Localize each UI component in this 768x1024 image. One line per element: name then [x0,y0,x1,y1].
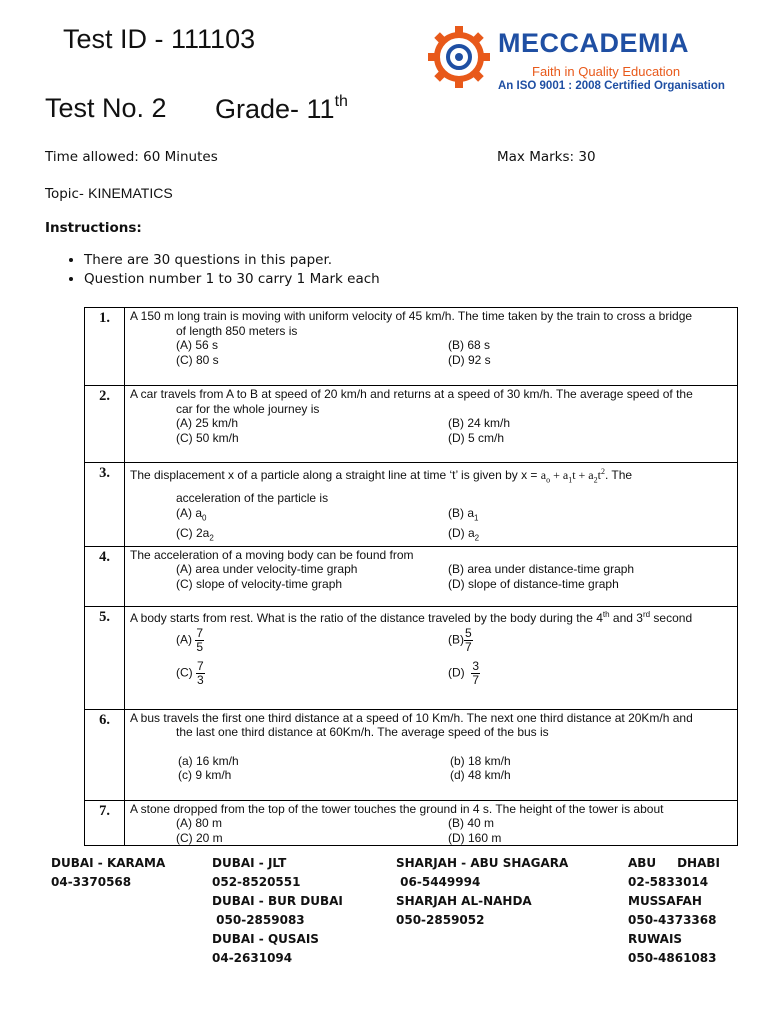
question-body [125,606,738,709]
option-c: (C) 80 s [176,352,219,367]
question-body [125,463,738,547]
option-c: (C) $\frac{7}{3}$ [176,659,204,688]
option-d: (d) 48 km/h [450,768,511,783]
question-stem: A 150 m long train is moving with uniform velocity of 45 km/h. The time taken by the train to cross a bridge [130,309,693,323]
option-b: (b) 18 km/h [450,753,511,768]
question-number: 7. [85,800,125,846]
question-stem-cont: the last one third distance at 60Km/h. The average speed of the bus is [176,725,549,740]
option-b: (B) 68 s [448,338,491,353]
question-body [125,546,738,606]
option-d: (D) 5 cm/h [448,430,505,445]
option-a: (A) 56 s [176,338,219,353]
question-stem: A bus travels the first one third distance at a speed of 10 Km/h. The next one third distance at 20Km/h and [130,710,693,725]
question-body [125,800,738,846]
question-row [85,308,738,386]
option-a: (A) 25 km/h [176,416,239,431]
instruction-item: • There are 30 questions in this paper. [84,252,380,269]
question-number: 6. [85,709,125,800]
logo-tagline: Faith in Quality Education [532,64,681,79]
question-number: 3. [85,463,125,547]
option-c: (C) slope of velocity-time graph [176,576,343,591]
option-d: (D) $a_2$ [448,525,480,542]
question-stem-cont: acceleration of the particle is [176,490,329,505]
question-number: 1. [85,308,125,386]
option-d: (D) 92 s [448,352,491,367]
footer-contact-abudhabi: ABU DHABI 02-5833014 MUSSAFAH 050-4373368 RUWAIS 050-4861083 [628,856,720,965]
instructions-heading: Instructions: [45,220,142,236]
option-c: (C) $2a_2$ [176,525,214,542]
question-row [85,606,738,709]
displacement-equation: $a_o + a_1t + a_2t^2$ [540,467,605,485]
question-stem: A body starts from rest. What is the ratio of the distance traveled by the body during the 4th and 3rd second [130,609,693,625]
question-number: 2. [85,386,125,463]
option-c: (C) 20 m [176,830,223,845]
option-b: (B) area under distance-time graph [448,562,635,577]
footer-contact-sharjah: SHARJAH - ABU SHAGARA 06-5449994 SHARJAH AL-NAHDA 050-2859052 [396,856,569,927]
question-stem-cont: of length 850 meters is [176,323,298,338]
footer-contact-dubai: DUBAI - JLT 052-8520551 DUBAI - BUR DUBAI 050-2859083 DUBAI - QUSAIS 04-2631094 [212,856,343,965]
question-row [85,546,738,606]
meccademia-logo [422,18,742,100]
option-b: (B) 40 m [448,816,495,831]
option-a: (A) $\frac{7}{5}$ [176,626,204,655]
option-d: (D) $\frac{3}{7}$ [448,659,480,688]
option-b: (B) 24 km/h [448,416,511,431]
time-allowed: Time allowed: 60 Minutes [45,149,218,165]
question-body [125,386,738,463]
question-stem-cont: car for the whole journey is [176,401,320,416]
logo-iso-text: An ISO 9001 : 2008 Certified Organisation [498,80,725,92]
question-row [85,709,738,800]
option-c: (C) 50 km/h [176,430,239,445]
test-id: Test ID - 111103 [63,24,256,54]
question-stem: A car travels from A to B at speed of 20 km/h and returns at a speed of 30 km/h. The average speed of the [130,387,693,401]
option-a: (a) 16 km/h [178,753,239,768]
max-marks: Max Marks: 30 [497,149,596,165]
logo-brand-name: MECCADEMIA [498,28,689,58]
question-stem: A stone dropped from the top of the tower touches the ground in 4 s. The height of the tower is about [130,801,664,816]
question-number: 4. [85,546,125,606]
option-a: (A) $a_0$ [176,505,207,522]
question-body [125,308,738,386]
option-c: (c) 9 km/h [178,768,232,783]
test-number: Test No. 2 [45,93,167,123]
footer-contact-karama: DUBAI - KARAMA 04-3370568 [51,856,166,889]
option-b: (B) $a_1$ [448,505,479,522]
question-row [85,463,738,547]
question-stem: The displacement x of a particle along a straight line at time ‘t’ is given by $x = a_o + a_1t + a_2t^2$. The [130,467,633,485]
option-d: (D) 160 m [448,830,502,845]
question-number: 5. [85,606,125,709]
option-a: (A) 80 m [176,816,223,831]
option-a: (A) area under velocity-time graph [176,562,358,577]
grade: Grade- 11th [215,93,348,124]
instruction-item: • Question number 1 to 30 carry 1 Mark each [84,271,380,288]
option-b: (B) $\frac{5}{7}$ [448,626,472,655]
question-stem: The acceleration of a moving body can be found from [130,547,414,562]
question-row [85,386,738,463]
question-row [85,800,738,846]
instructions-list [62,252,380,290]
question-body [125,709,738,800]
option-d: (D) slope of distance-time graph [448,576,619,591]
gear-logo-icon [424,22,494,92]
questions-table [84,307,738,846]
topic: Topic- KINEMATICS [45,185,173,202]
